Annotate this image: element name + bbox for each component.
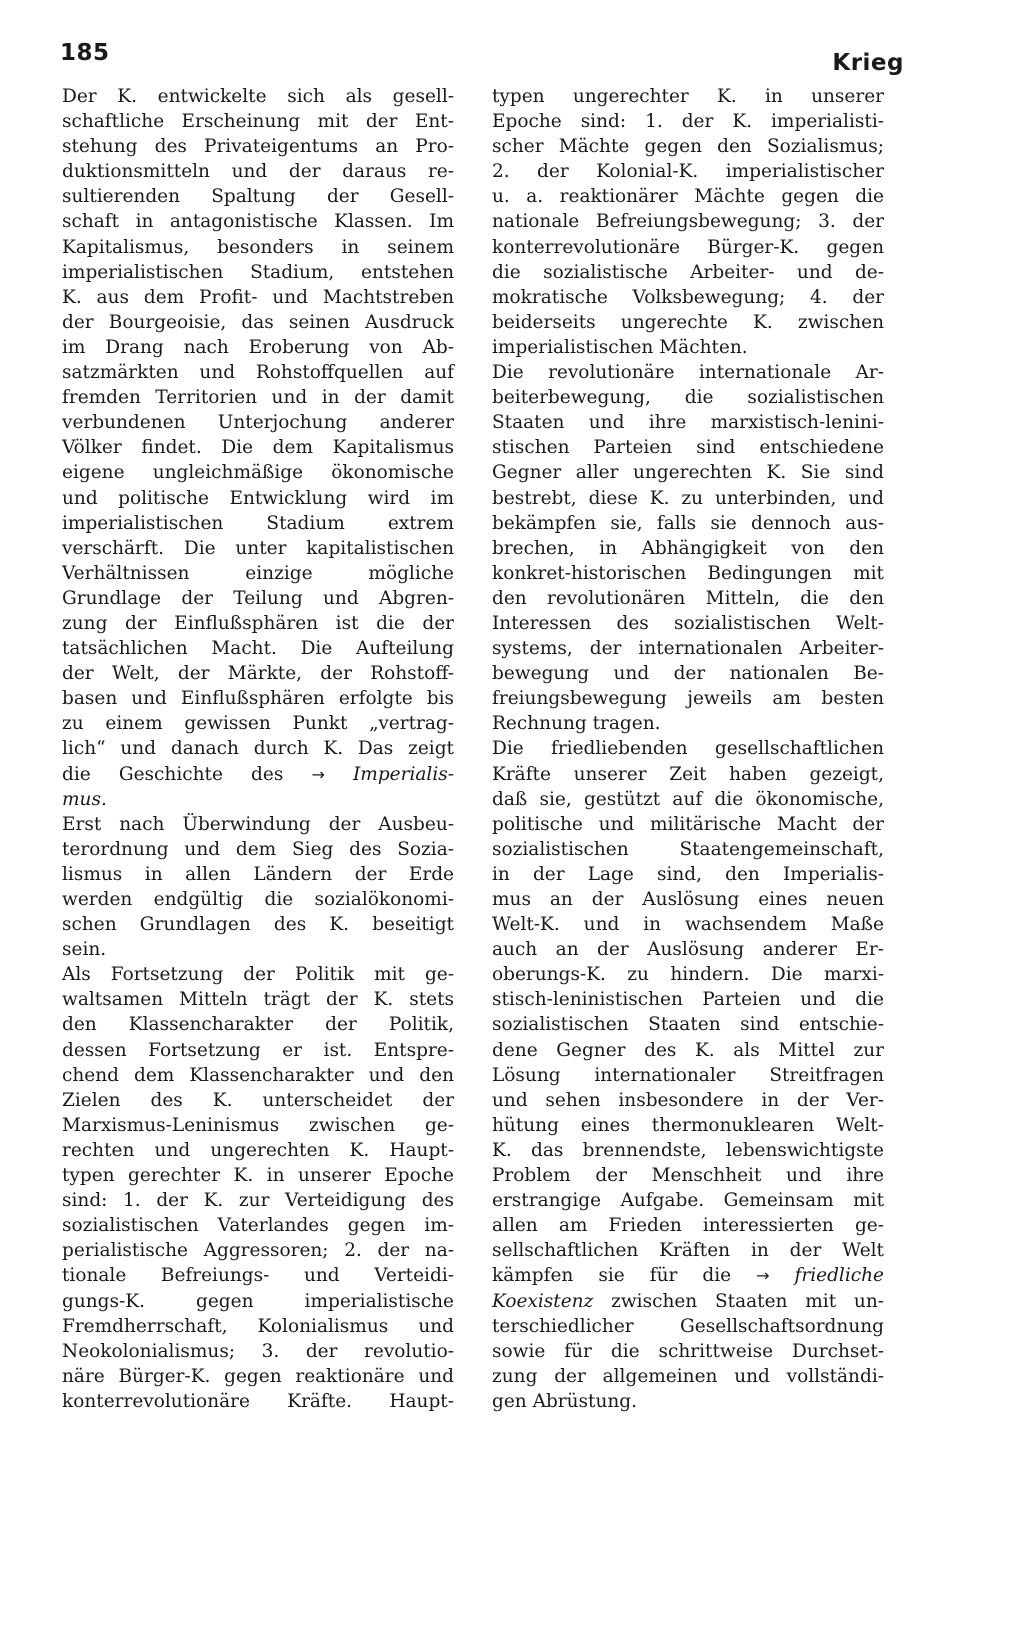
text-line — [492, 862, 884, 887]
text-line — [492, 235, 884, 260]
line-text: tionale Befreiungs- und Verteidi- — [62, 1265, 454, 1287]
line-text: scher Mächte gegen den Sozialismus; — [492, 136, 884, 158]
cross-reference-term: Koexistenz — [492, 1290, 594, 1312]
text-line — [62, 1038, 454, 1063]
line-text: verschärft. Die unter kapitalistischen — [62, 537, 454, 559]
text-line — [492, 1263, 884, 1288]
text-line — [62, 1113, 454, 1138]
line-text: systems, der internationalen Arbeiter- — [492, 638, 884, 660]
text-line — [62, 1389, 454, 1414]
line-text: mus an der Auslösung eines neuen — [492, 889, 884, 910]
line-text: und sehen insbesondere in der Ver- — [492, 1089, 884, 1111]
text-line — [492, 109, 884, 134]
line-text: schaftliche Erscheinung mit der Ent- — [62, 111, 454, 133]
text-line — [62, 837, 454, 862]
text-line — [492, 561, 884, 586]
line-text: konterrevolutionäre Kräfte. Haupt- — [62, 1390, 454, 1412]
text-line — [492, 762, 884, 787]
line-text: in der Lage sind, den Imperialis- — [492, 863, 884, 885]
text-line — [62, 1088, 454, 1113]
line-text: zung der allgemeinen und vollständi- — [492, 1365, 884, 1387]
text-line — [62, 1364, 454, 1389]
line-text: terschiedlicher Gesellschaftsordnung — [492, 1315, 884, 1337]
line-text: sultierenden Spaltung der Gesell- — [62, 186, 454, 208]
text-line — [492, 310, 884, 335]
line-text: 2. der Kolonial-K. imperialistischer — [492, 161, 884, 183]
text-line — [62, 109, 454, 134]
line-text: waltsamen Mitteln trägt der K. stets — [62, 989, 454, 1011]
text-line — [62, 134, 454, 159]
line-text: näre Bürger-K. gegen reaktionäre und — [62, 1365, 454, 1387]
running-head: Krieg — [832, 50, 904, 76]
text-line — [62, 460, 454, 485]
text-line — [62, 937, 454, 962]
text-line — [492, 661, 884, 686]
text-line — [492, 1314, 884, 1339]
line-text: gungs-K. gegen imperialistische — [62, 1290, 454, 1312]
line-text: bestrebt, diese K. zu unterbinden, und — [492, 487, 884, 509]
text-line — [62, 84, 454, 109]
text-line — [62, 686, 454, 711]
text-line — [492, 1088, 884, 1113]
text-line — [492, 912, 884, 937]
text-line — [492, 1138, 884, 1163]
line-text: Lösung internationaler Streitfragen — [492, 1064, 884, 1086]
line-text: die Geschichte des — [62, 763, 284, 785]
text-line — [62, 1012, 454, 1037]
line-text: konkret-historischen Bedingungen mit — [492, 562, 884, 584]
text-line — [62, 536, 454, 561]
text-line — [492, 1063, 884, 1088]
line-text: K. aus dem Profit- und Machtstreben — [62, 286, 454, 308]
line-text: oberungs-K. zu hindern. Die marxi- — [492, 964, 884, 986]
line-text: typen gerechter K. in unserer Epoche — [62, 1165, 454, 1187]
text-line — [492, 460, 884, 485]
line-text: imperialistischen Stadium extrem — [62, 512, 454, 534]
text-line — [62, 1063, 454, 1088]
line-text: politische und militärische Macht der — [492, 813, 884, 835]
text-line — [492, 636, 884, 661]
line-text: sowie für die schrittweise Durchset- — [492, 1340, 884, 1362]
line-text: duktionsmitteln und der daraus re- — [62, 161, 454, 183]
text-line — [492, 686, 884, 711]
line-text: imperialistischen Mächten. — [492, 336, 748, 358]
line-text: satzmärkten und Rohstoffquellen auf — [62, 362, 454, 384]
text-line — [62, 360, 454, 385]
line-text: tatsächlichen Macht. Die Aufteilung — [62, 638, 454, 660]
text-line — [62, 184, 454, 209]
line-text: Welt-K. und in wachsendem Maße — [492, 914, 884, 936]
text-line — [62, 812, 454, 837]
cross-reference-arrow-icon: → — [311, 764, 325, 784]
cross-reference-arrow-icon: → — [756, 1266, 770, 1286]
line-text: rechten und ungerechten K. Haupt- — [62, 1139, 454, 1161]
line-text: Der K. entwickelte sich als gesell- — [62, 86, 454, 107]
line-text: allen am Frieden interessierten ge- — [492, 1215, 884, 1237]
line-text: der Bourgeoisie, das seinen Ausdruck — [62, 311, 454, 333]
line-text: und politische Entwicklung wird im — [62, 487, 454, 509]
line-text: im Drang nach Eroberung von Ab- — [62, 336, 454, 358]
line-text: Fremdherrschaft, Kolonialismus und — [62, 1315, 454, 1337]
line-text: Kapitalismus, besonders in seinem — [62, 236, 454, 258]
line-text: freiungsbewegung jeweils am besten — [492, 688, 884, 710]
line-text: lismus in allen Ländern der Erde — [62, 863, 454, 885]
text-line — [492, 285, 884, 310]
line-text: beiterbewegung, die sozialistischen — [492, 387, 884, 409]
line-text: verbundenen Unterjochung anderer — [62, 412, 454, 434]
line-text: Erst nach Überwindung der Ausbeu- — [62, 813, 454, 835]
line-text: mokratische Volksbewegung; 4. der — [492, 286, 884, 308]
line-text: sein. — [62, 939, 107, 961]
text-line — [62, 1289, 454, 1314]
line-text: terordnung und dem Sieg des Sozia- — [62, 838, 454, 860]
text-line — [62, 1188, 454, 1213]
line-text: den Klassencharakter der Politik, — [62, 1014, 454, 1036]
line-text: Gegner aller ungerechten K. Sie sind — [492, 462, 884, 484]
left-column — [62, 84, 454, 1414]
line-text: u. a. reaktionärer Mächte gegen die — [492, 186, 884, 208]
text-line — [492, 887, 884, 912]
line-text: K. das brennendste, lebenswichtigste — [492, 1139, 884, 1161]
text-line — [62, 1163, 454, 1188]
text-line — [62, 636, 454, 661]
text-line — [492, 159, 884, 184]
text-line — [62, 887, 454, 912]
line-text: erstrangige Aufgabe. Gemeinsam mit — [492, 1190, 884, 1212]
text-line — [62, 1314, 454, 1339]
page-number: 185 — [60, 40, 110, 66]
text-line — [62, 736, 454, 761]
text-line — [492, 987, 884, 1012]
line-text: Epoche sind: 1. der K. imperialisti- — [492, 111, 884, 133]
line-text: Die revolutionäre internationale Ar- — [492, 362, 884, 384]
text-line — [492, 1012, 884, 1037]
text-line — [62, 862, 454, 887]
text-line — [492, 1238, 884, 1263]
line-text: chend dem Klassencharakter und den — [62, 1064, 454, 1086]
text-line — [492, 385, 884, 410]
line-text: stehung des Privateigentums an Pro- — [62, 136, 454, 158]
text-line — [492, 736, 884, 761]
text-line — [492, 586, 884, 611]
text-line — [62, 762, 454, 787]
line-text: basen und Einflußsphären erfolgte bis — [62, 688, 454, 710]
line-text: gen Abrüstung. — [492, 1390, 638, 1412]
line-text: zung der Einflußsphären ist die der — [62, 612, 454, 634]
line-text: imperialistischen Stadium, entstehen — [62, 261, 454, 283]
line-text: die sozialistische Arbeiter- und de- — [492, 261, 884, 283]
line-text: sozialistischen Vaterlandes gegen im- — [62, 1215, 454, 1237]
text-line — [492, 84, 884, 109]
text-line — [492, 209, 884, 234]
cross-reference-term: mus. — [62, 788, 107, 810]
text-line — [62, 661, 454, 686]
text-line — [492, 1213, 884, 1238]
text-line — [492, 711, 884, 736]
line-text: hütung eines thermonuklearen Welt- — [492, 1114, 884, 1136]
line-text: den revolutionären Mitteln, die den — [492, 587, 884, 609]
text-line — [492, 511, 884, 536]
line-text: Verhältnissen einzige mögliche — [62, 562, 454, 584]
text-line — [62, 159, 454, 184]
line-text: perialistische Aggressoren; 2. der na- — [62, 1240, 454, 1262]
line-text: sozialistischen Staaten sind entschie- — [492, 1014, 884, 1036]
text-line — [62, 987, 454, 1012]
line-text: stischen Parteien sind entschiedene — [492, 437, 884, 459]
text-line — [492, 962, 884, 987]
text-line — [62, 209, 454, 234]
line-text: Neokolonialismus; 3. der revolutio- — [62, 1340, 454, 1362]
line-text: stisch-leninistischen Parteien und die — [492, 989, 884, 1011]
line-text: Marxismus-Leninismus zwischen ge- — [62, 1114, 454, 1136]
line-text: dessen Fortsetzung er ist. Entspre- — [62, 1039, 454, 1061]
text-line — [62, 1138, 454, 1163]
text-line — [492, 536, 884, 561]
text-line — [62, 1263, 454, 1288]
text-line — [62, 260, 454, 285]
text-line — [492, 1289, 884, 1314]
text-line — [492, 812, 884, 837]
line-text-continuation: zwischen Staaten mit un- — [593, 1290, 884, 1312]
line-text: Problem der Menschheit und ihre — [492, 1165, 884, 1187]
line-text: der Welt, der Märkte, der Rohstoff- — [62, 663, 454, 685]
text-line — [62, 310, 454, 335]
line-text: schen Grundlagen des K. beseitigt — [62, 914, 454, 936]
text-line — [62, 285, 454, 310]
line-text: Staaten und ihre marxistisch-lenini- — [492, 412, 884, 434]
line-text: lich“ und danach durch K. Das zeigt — [62, 738, 454, 760]
text-line — [492, 335, 884, 360]
line-text: brechen, in Abhängigkeit von den — [492, 537, 884, 559]
text-line — [492, 260, 884, 285]
text-line — [62, 335, 454, 360]
line-text: werden endgültig die sozialökonomi- — [62, 889, 454, 910]
text-line — [62, 561, 454, 586]
text-line — [62, 962, 454, 987]
text-line — [62, 435, 454, 460]
line-text: zu einem gewissen Punkt „vertrag- — [62, 713, 454, 735]
text-line — [62, 1213, 454, 1238]
text-line — [62, 586, 454, 611]
text-line — [492, 1113, 884, 1138]
line-text: Die friedliebenden gesellschaftlichen — [492, 738, 884, 760]
text-line — [492, 837, 884, 862]
text-line — [492, 1339, 884, 1364]
line-text: fremden Territorien und in der damit — [62, 387, 454, 409]
line-text: bewegung und der nationalen Be- — [492, 663, 884, 685]
line-text: auch an der Auslösung anderer Er- — [492, 939, 884, 961]
line-text: Grundlage der Teilung und Abgren- — [62, 587, 454, 609]
text-line — [492, 1389, 884, 1414]
text-line — [492, 787, 884, 812]
text-line — [492, 1163, 884, 1188]
text-line — [492, 1188, 884, 1213]
text-line — [62, 1238, 454, 1263]
line-text: Zielen des K. unterscheidet der — [62, 1089, 454, 1111]
text-line — [62, 385, 454, 410]
line-text: schaft in antagonistische Klassen. Im — [62, 211, 454, 233]
text-line — [62, 235, 454, 260]
text-line — [62, 912, 454, 937]
text-line — [492, 410, 884, 435]
text-line — [62, 1339, 454, 1364]
line-text: typen ungerechter K. in unserer — [492, 86, 884, 107]
text-line — [492, 1364, 884, 1389]
line-text: bekämpfen sie, falls sie dennoch aus- — [492, 512, 884, 534]
line-text: eigene ungleichmäßige ökonomische — [62, 462, 454, 484]
text-line — [492, 486, 884, 511]
cross-reference-term: friedliche — [794, 1265, 884, 1287]
line-text: daß sie, gestützt auf die ökonomische, — [492, 788, 884, 810]
text-line — [492, 435, 884, 460]
text-line — [62, 611, 454, 636]
line-text: sellschaftlichen Kräften in der Welt — [492, 1240, 884, 1262]
line-text: Völker findet. Die dem Kapitalismus — [62, 437, 454, 459]
line-text: dene Gegner des K. als Mittel zur — [492, 1039, 884, 1061]
line-text: konterrevolutionäre Bürger-K. gegen — [492, 236, 884, 258]
line-text: Interessen des sozialistischen Welt- — [492, 612, 884, 634]
line-text: Kräfte unserer Zeit haben gezeigt, — [492, 763, 884, 785]
line-text: Rechnung tragen. — [492, 713, 661, 735]
text-line — [492, 134, 884, 159]
line-text: beiderseits ungerechte K. zwischen — [492, 311, 884, 333]
right-column — [492, 84, 884, 1414]
text-line — [492, 184, 884, 209]
line-text: sind: 1. der K. zur Verteidigung des — [62, 1190, 454, 1212]
text-line — [492, 937, 884, 962]
text-line — [62, 787, 454, 812]
line-text: nationale Befreiungsbewegung; 3. der — [492, 211, 884, 233]
text-line — [62, 410, 454, 435]
text-line — [62, 711, 454, 736]
line-text: Als Fortsetzung der Politik mit ge- — [62, 964, 454, 986]
line-text: sozialistischen Staatengemeinschaft, — [492, 838, 884, 860]
text-line — [492, 611, 884, 636]
line-text: kämpfen sie für die — [492, 1265, 732, 1287]
text-line — [492, 360, 884, 385]
text-line — [492, 1038, 884, 1063]
cross-reference-term: Imperialis- — [352, 763, 454, 785]
text-line — [62, 511, 454, 536]
text-line — [62, 486, 454, 511]
